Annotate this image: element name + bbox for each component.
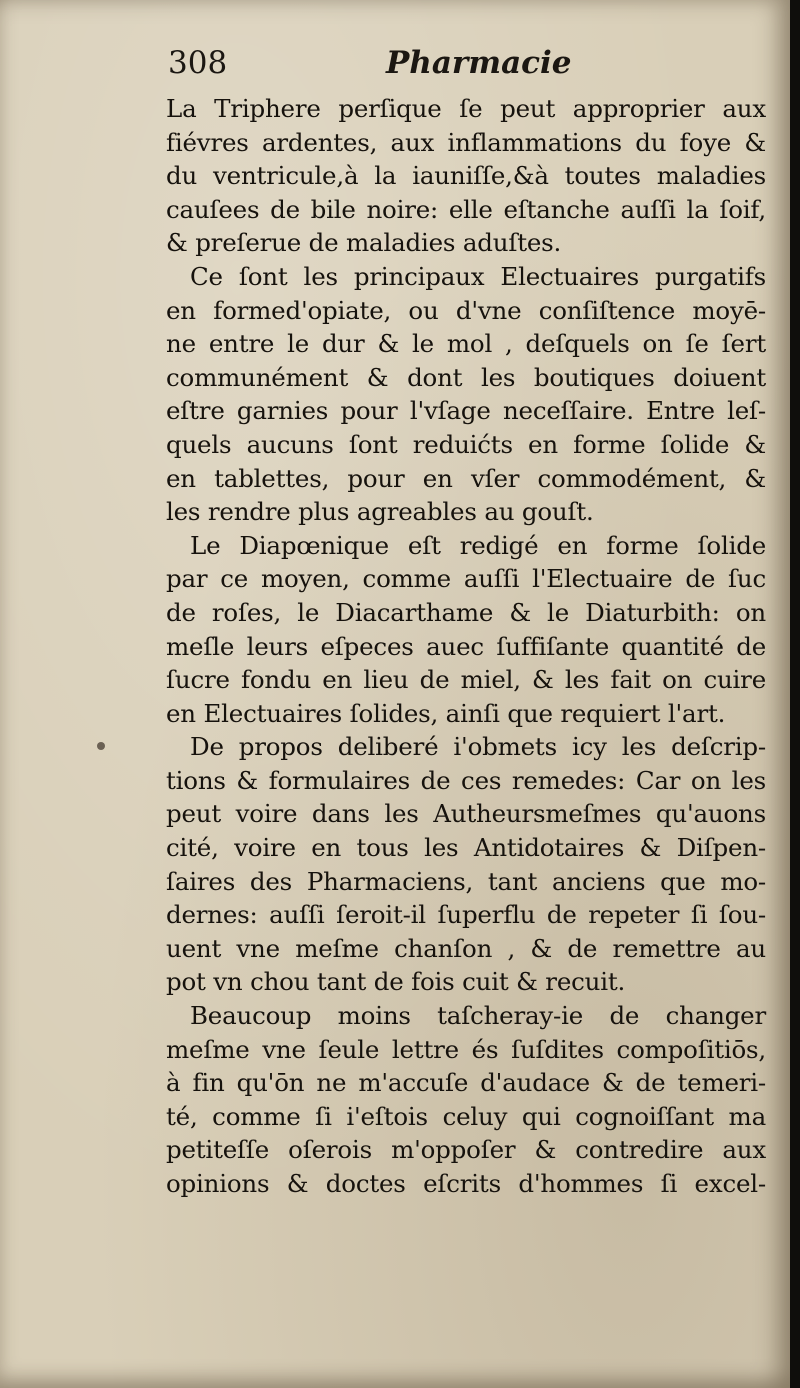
text-line: par ce moyen, comme auſſi l'Electuaire de ſuc [166, 564, 766, 594]
text-line: opinions & doctes eſcrits d'hommes ſi excel- [166, 1169, 766, 1198]
text-line: en Electuaires ſolides, ainſi que requiert l'art. [166, 698, 726, 728]
text-line: & preſerue de maladies aduſtes. [166, 228, 562, 258]
text-line: peut voire dans les Autheursmeſmes qu'auons [166, 799, 766, 829]
text-line: en tablettes, pour en vſer commodément, & [166, 463, 766, 493]
text-line: La Triphere perſique ſe peut approprier aux [166, 94, 766, 123]
text-line: en formed'opiate, ou d'vne conſiſtence moyē- [166, 295, 766, 325]
text-line: du ventricule,à la iauniſſe,&à toutes maladies [166, 161, 766, 191]
text-line: meſle leurs eſpeces auec ſuffiſante quantité de [166, 631, 766, 661]
text-line: De propos deliberé i'obmets icy les deſcrip- [190, 732, 766, 762]
body-text [166, 92, 766, 1201]
text-line: de roſes, le Diacarthame & le Diaturbith: on [166, 597, 766, 627]
scan-edge [790, 0, 800, 1388]
text-line: eſtre garnies pour l'vſage neceſſaire. Entre leſ- [166, 396, 766, 426]
text-line: quels aucuns ſont reduićts en forme ſolide & [166, 429, 766, 459]
ink-speck [97, 742, 105, 750]
text-line: ſaires des Pharmaciens, tant anciens que mo- [166, 866, 766, 896]
text-line: uent vne meſme chanſon , & de remettre au [166, 933, 766, 963]
text-line: ne entre le dur & le mol , deſquels on ſe ſert [166, 329, 766, 359]
text-line: Ce ſont les principaux Electuaires purgatifs [190, 261, 766, 291]
running-title: Pharmacie [386, 45, 572, 81]
text-line: meſme vne ſeule lettre és ſuſdites compoſitiōs, [166, 1034, 766, 1064]
text-line: fiévres ardentes, aux inflammations du foye & [166, 127, 766, 157]
text-line: dernes: auſſi ſeroit-il ſuperflu de repeter ſi ſou- [166, 900, 766, 930]
text-line: petiteſſe oſerois m'oppoſer & contredire aux [166, 1135, 766, 1165]
text-line: à fin qu'ōn ne m'accuſe d'audace & de temeri- [166, 1068, 766, 1098]
page-number: 308 [168, 45, 228, 81]
text-line: tions & formulaires de ces remedes: Car on les [166, 765, 766, 795]
page-header [168, 38, 728, 88]
text-line: té, comme ſi i'eſtois celuy qui cognoiſſant ma [166, 1101, 766, 1131]
text-line: les rendre plus agreables au gouſt. [166, 497, 594, 527]
text-line: cité, voire en tous les Antidotaires & Diſpen- [166, 833, 766, 863]
text-line: pot vn chou tant de fois cuit & recuit. [166, 967, 626, 997]
text-line: Beaucoup moins taſcheray-ie de changer [190, 1001, 766, 1031]
text-line: Le Diapœnique eſt redigé en forme ſolide [190, 530, 766, 560]
text-line: communément & dont les boutiques doiuent [166, 362, 766, 392]
text-line: cauſees de bile noire: elle eſtanche auſſi la ſoif, [166, 194, 766, 224]
text-line: ſucre fondu en lieu de miel, & les fait on cuire [166, 665, 766, 695]
